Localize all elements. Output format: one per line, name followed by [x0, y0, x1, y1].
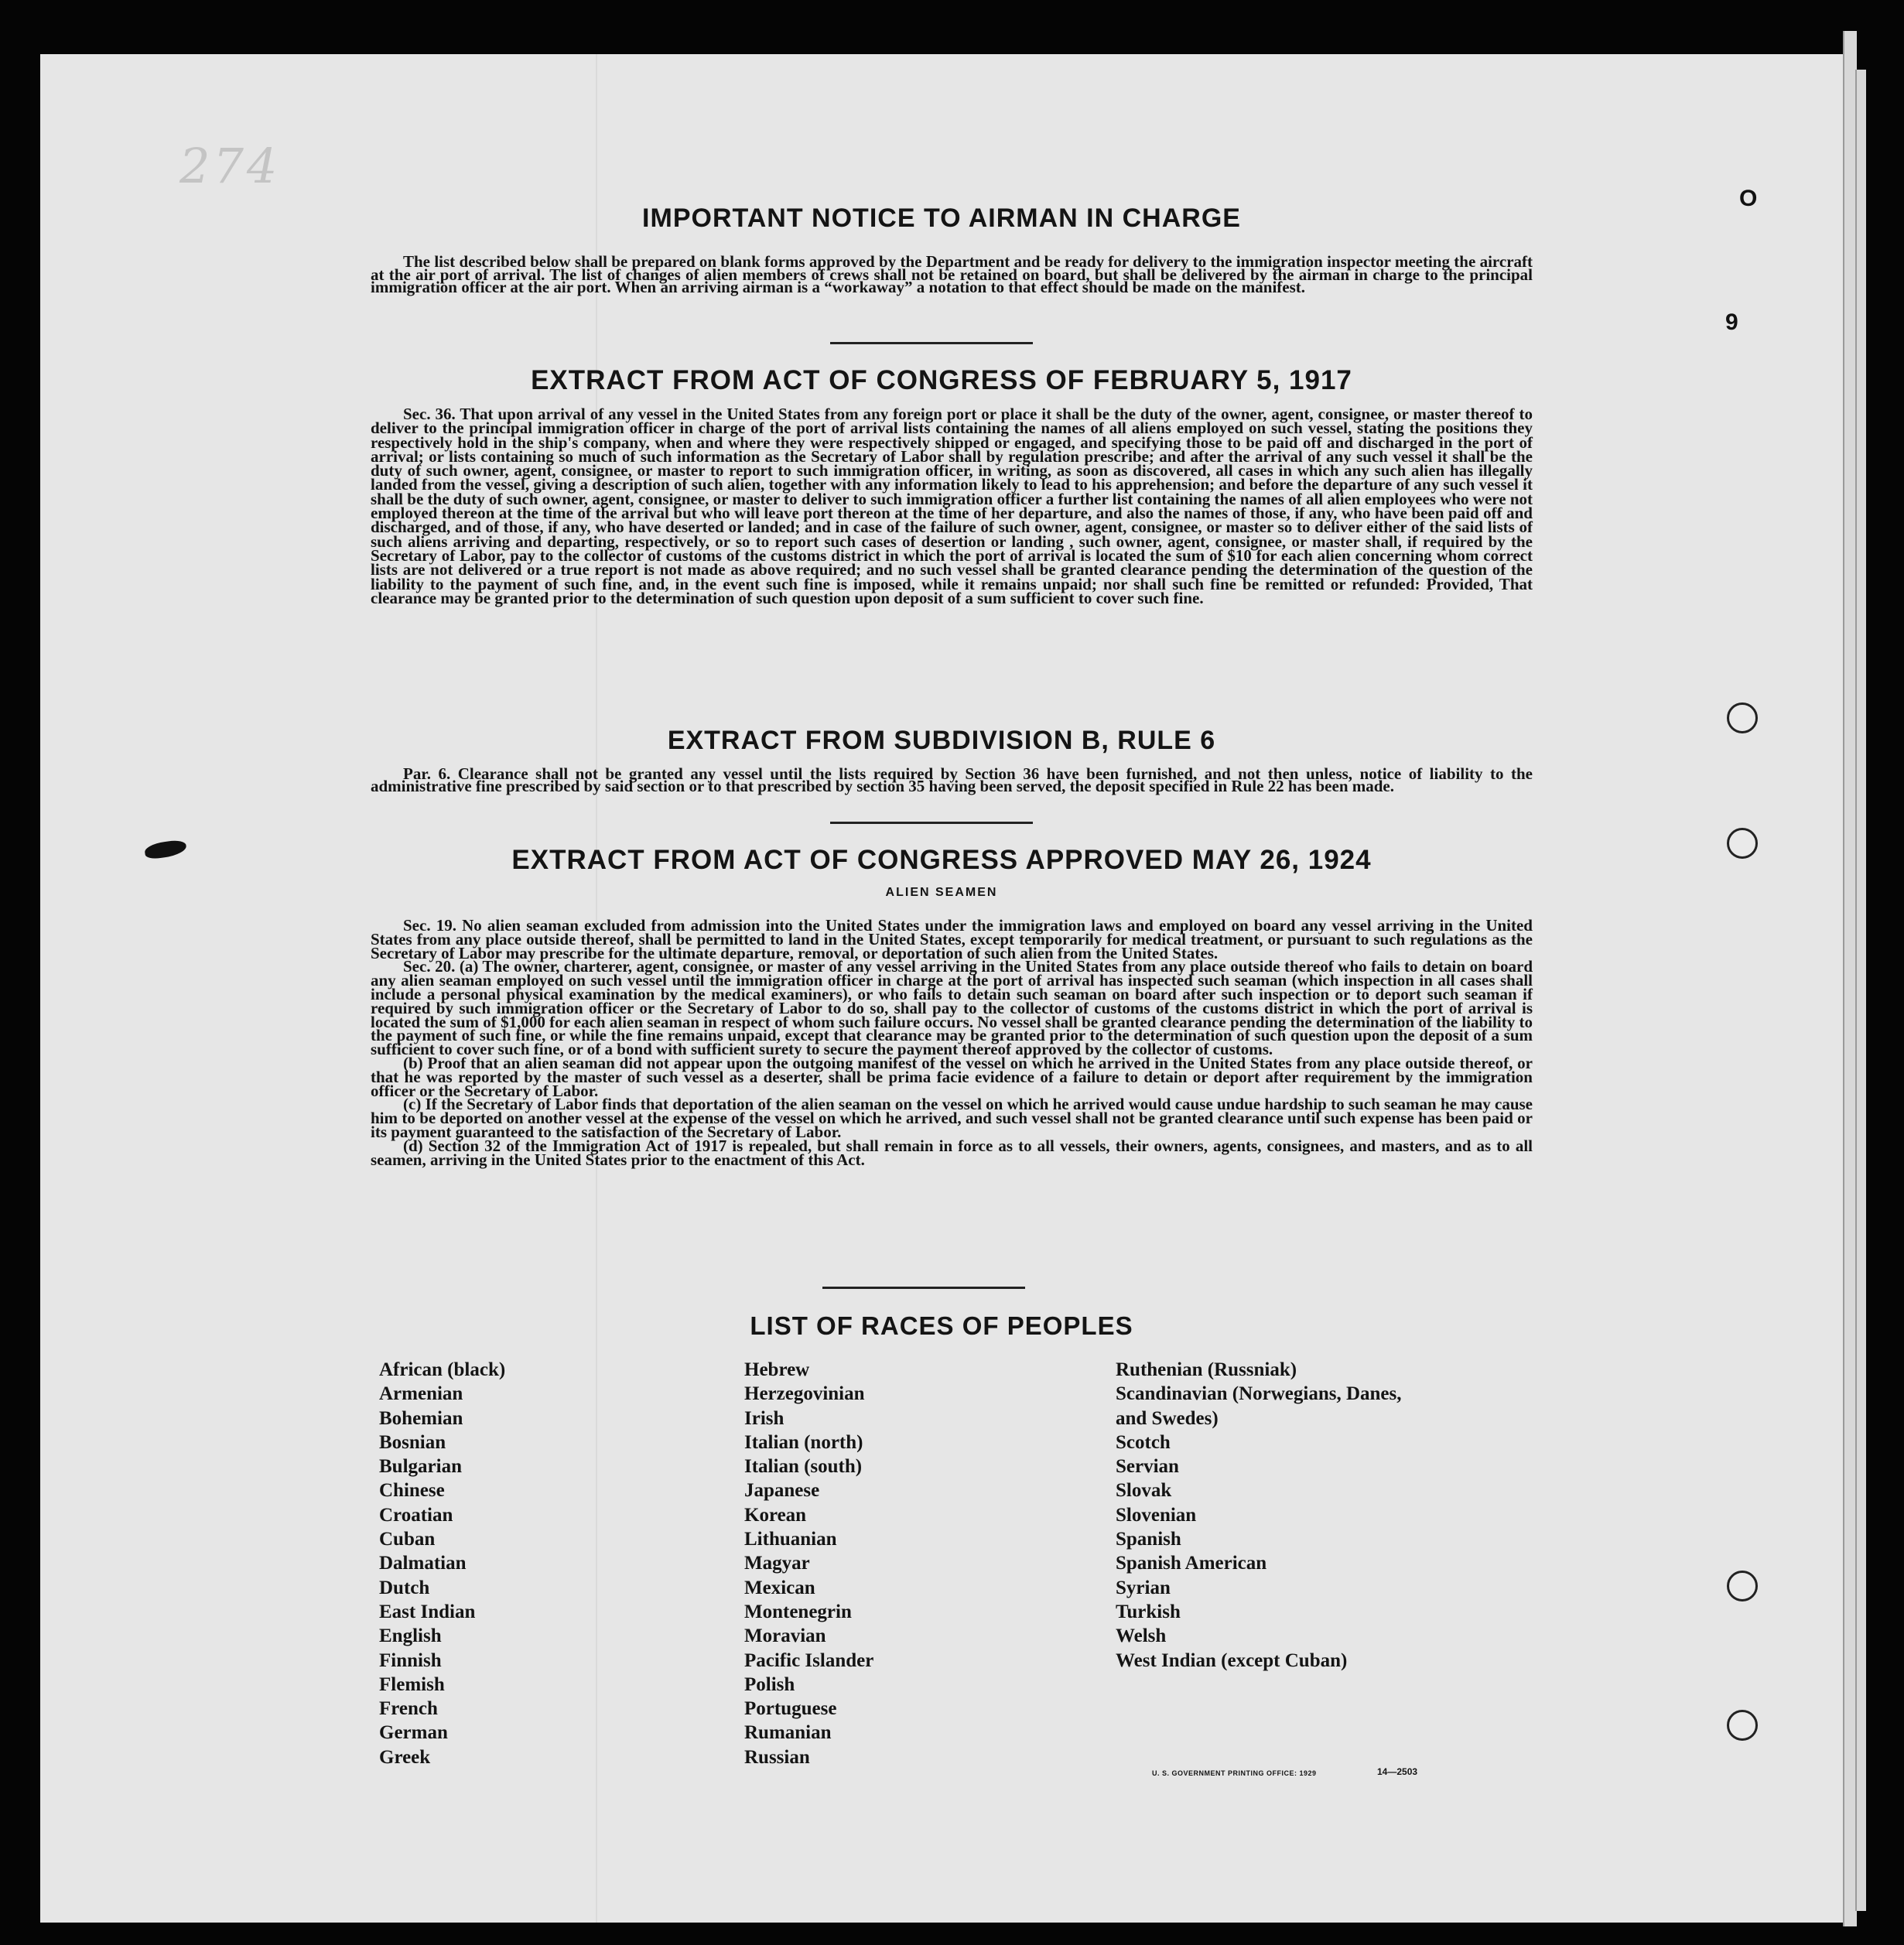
section-36-text: Sec. 36. That upon arrival of any vessel in the United States from any foreign port or place it shall be the duty of the owner, agent, consignee, or master thereof to deliver to the principal immigration officer in charge of the port of arrival lists containing the names of all aliens employed on such vessel, stating the positions they respectively hold in the ship's company, when and where they were respectively shipped or engaged, and specifying those to be paid off and discharged in the port of arrival; or lists containing so much of such information as the Secretary of Labor shall by regulation prescribe; and after the arrival of any such vessel it shall be the duty of such owner, agent, consignee, or master to report to such immigration officer, in writing, as soon as discovered, all cases in which any such alien has illegally landed from the vessel, giving a description of such alien, together with any information likely to lead to his apprehension; and before the departure of any such vessel it shall be the duty of such owner, agent, consignee, or master to deliver to such immigration officer a further list containing the names of all alien employees who were not employed thereon at the time of the arrival but who will leave port thereon at the time of her departure, and also the names of those, if any, who have been paid off and discharged, and of those, if any, who have deserted or landed; and in case of the failure of such owner, agent, consignee, or master so to deliver either of the said lists of such aliens arriving and departing, respectively, or so to report such cases of desertion or landing , such owner, agent, consignee, or master shall, if required by the Secretary of Labor, pay to the collector of customs of the customs district in which the port of arrival is located the sum of $10 for each alien concerning whom correct lists are not delivered or a true report is not made as above required; and no such vessel shall be granted clearance pending the determination of the question of the liability to the payment of such fine, and, in the event such fine is imposed, while it remains unpaid; nor shall such fine be remitted or refunded: Provided, That clearance may be granted prior to the determination of such question upon deposit of a sum sufficient to cover such fine.	[371, 405, 1533, 607]
race-item: Magyar	[744, 1553, 810, 1574]
edge-mark-o: O	[1739, 186, 1758, 211]
races-column-1	[379, 1358, 505, 1769]
races-heading: LIST OF RACES OF PEOPLES	[750, 1311, 1133, 1340]
race-item: French	[379, 1698, 438, 1720]
race-item: Slovak	[1116, 1480, 1172, 1502]
race-item: Herzegovinian	[744, 1383, 865, 1405]
race-item: Italian (north)	[744, 1431, 863, 1453]
race-item: Rumanian	[744, 1722, 832, 1744]
race-item: Korean	[744, 1504, 807, 1526]
race-item: Scandinavian (Norwegians, Danes, and Swedes)	[1116, 1383, 1402, 1429]
section-20d-text: (d) Section 32 of the Immigration Act of 1917 is repealed, but shall remain in force as to all vessels, their owners, agents, consignees, and masters, and as to all seamen, arriving in the United States prior to the enactment of this Act.	[371, 1136, 1533, 1169]
document-page	[40, 54, 1843, 1923]
races-column-3	[1116, 1358, 1402, 1673]
act-1917-heading: EXTRACT FROM ACT OF CONGRESS OF FEBRUARY 5, 1917	[531, 365, 1352, 395]
race-item: Spanish American	[1116, 1553, 1267, 1574]
race-item: East Indian	[379, 1601, 476, 1622]
alien-seamen-subheading: ALIEN SEAMEN	[885, 886, 998, 899]
race-item: Pacific Islander	[744, 1649, 874, 1671]
paragraph-6-text: Par. 6. Clearance shall not be granted any vessel until the lists required by Section 36 have been furnished, and not then unless, notice of liability to the administrative fine prescribed by said section or to that prescribed by section 35 having been served, the deposit specified in Rule 22 has been made.	[371, 764, 1533, 796]
section-20a-text: Sec. 20. (a) The owner, charterer, agent, consignee, or master of any vessel arriving in the United States from any place outside thereof who fails to detain on board any alien seaman employed on such vessel until the immigration officer in charge at the port of arrival has inspected such seaman (which inspection in all cases shall include a personal physical examination by the medical examiners), or who fails to detain such seaman on board after such inspection or to deport such seaman if required by such immigration officer or the Secretary of Labor to do so, shall pay to the collector of customs of the customs district in which the port of arrival is located the sum of $1,000 for each alien seaman in respect of whom such failure occurs. No vessel shall be granted clearance pending the determination of the liability to the payment of such fine, or while the fine remains unpaid, except that clearance may be granted prior to the determination of such question upon the deposit of a sum sufficient to cover such fine, or of a bond with sufficient surety to secure the payment thereof approved by the collector of customs.	[371, 957, 1533, 1059]
race-item: Servian	[1116, 1456, 1179, 1478]
race-item: Bosnian	[379, 1431, 446, 1453]
section-19-text: Sec. 19. No alien seaman excluded from admission into the United States under the immigration laws and employed on board any vessel arriving in the United States from any place outside thereof, shall be permitted to land in the United States, except temporarily for medical treatment, or pursuant to such regulations as the Secretary of Labor may prescribe for the ultimate departure, removal, or deportation of such alien from the United States.	[371, 916, 1533, 962]
section-20c-text: (c) If the Secretary of Labor finds that deportation of the alien seaman on the vessel on which he arrived would cause undue hardship to such seaman he may cause him to be deported on another vessel at the expense of the vessel on which he arrived, and such vessel shall not be granted clearance until such expense has been paid or its payment guaranteed to the satisfaction of the Secretary of Labor.	[371, 1095, 1533, 1141]
handwritten-page-number: 274	[179, 138, 281, 194]
rule-6-heading: EXTRACT FROM SUBDIVISION B, RULE 6	[667, 726, 1216, 755]
races-column-2	[744, 1358, 873, 1769]
race-item: Italian (south)	[744, 1456, 863, 1478]
race-item: Bohemian	[379, 1407, 463, 1429]
race-item: Flemish	[379, 1673, 445, 1695]
race-item: Syrian	[1116, 1577, 1171, 1598]
punch-hole	[1727, 1710, 1758, 1741]
race-item: Slovenian	[1116, 1504, 1197, 1526]
underlying-sheet-edge	[1855, 70, 1866, 1911]
race-item: Japanese	[744, 1480, 820, 1502]
race-item: Irish	[744, 1407, 785, 1429]
race-item: Hebrew	[744, 1359, 810, 1380]
act-1924-heading: EXTRACT FROM ACT OF CONGRESS APPROVED MAY 26, 1924	[511, 845, 1372, 875]
section-divider	[830, 342, 1033, 344]
race-item: African (black)	[379, 1359, 506, 1380]
race-item: German	[379, 1722, 448, 1744]
race-item: Dutch	[379, 1577, 430, 1598]
race-item: Greek	[379, 1746, 431, 1768]
race-item: Polish	[744, 1673, 795, 1695]
notice-heading: IMPORTANT NOTICE TO AIRMAN IN CHARGE	[642, 203, 1241, 233]
race-item: Dalmatian	[379, 1553, 467, 1574]
race-item: Armenian	[379, 1383, 463, 1405]
race-item: Montenegrin	[744, 1601, 852, 1622]
form-number: 14—2503	[1377, 1766, 1418, 1777]
race-item: Mexican	[744, 1577, 815, 1598]
edge-mark-9: 9	[1725, 309, 1738, 335]
section-20b-text: (b) Proof that an alien seaman did not appear upon the outgoing manifest of the vessel on which he arrived in the United States from any place outside thereof, or that he was reported by the master of such vessel as a deserter, shall be prima facie evidence of a failure to detain or deport after requirement by the immigration officer or the Secretary of Labor.	[371, 1053, 1533, 1100]
race-item: Chinese	[379, 1480, 445, 1502]
race-item: Portuguese	[744, 1698, 837, 1720]
race-item: Lithuanian	[744, 1529, 837, 1550]
race-item: Cuban	[379, 1529, 436, 1550]
section-divider	[822, 1287, 1025, 1289]
printing-office-imprint: U. S. GOVERNMENT PRINTING OFFICE: 1929	[1152, 1769, 1317, 1777]
race-item: Ruthenian (Russniak)	[1116, 1359, 1297, 1380]
section-divider	[830, 822, 1033, 824]
race-item: Finnish	[379, 1649, 442, 1671]
race-item: Spanish	[1116, 1529, 1181, 1550]
race-item: Russian	[744, 1746, 810, 1768]
race-item: Moravian	[744, 1625, 826, 1647]
act-1924-body	[371, 916, 1533, 1169]
race-item: Welsh	[1116, 1625, 1167, 1647]
punch-hole	[1727, 1571, 1758, 1601]
race-item: West Indian (except Cuban)	[1116, 1649, 1348, 1671]
race-item: Scotch	[1116, 1431, 1171, 1453]
race-item: Bulgarian	[379, 1456, 462, 1478]
race-item: Croatian	[379, 1504, 453, 1526]
race-item: Turkish	[1116, 1601, 1181, 1622]
race-item: English	[379, 1625, 442, 1647]
notice-body: The list described below shall be prepared on blank forms approved by the Department and be ready for delivery to the immigration inspector meeting the aircraft at the air port of arrival. The list of changes of alien members of crews shall not be retained on board, but shall be delivered by the airman in charge to the principal immigration officer at the air port. When an arriving airman is a “workaway” a notation to that effect should be made on the manifest.	[371, 252, 1533, 297]
